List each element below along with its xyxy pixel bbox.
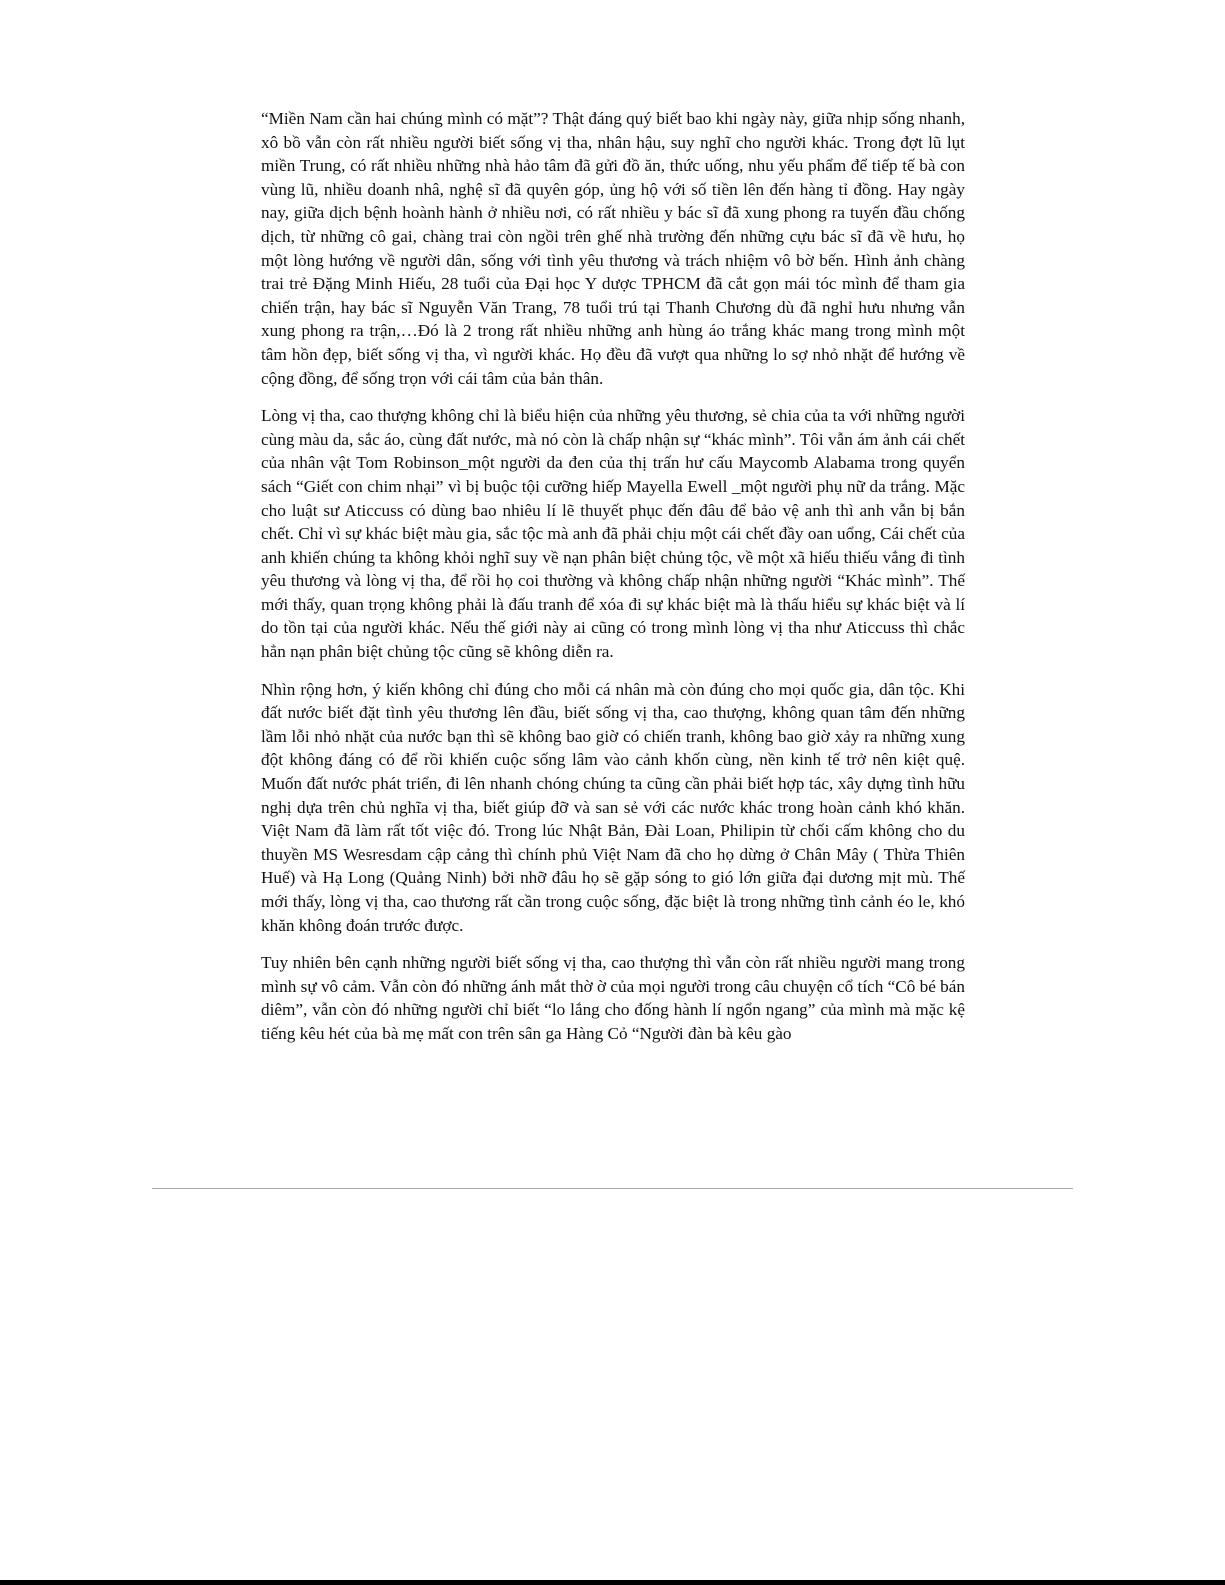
page-break-line [152,1188,1073,1189]
paragraph-4: Tuy nhiên bên cạnh những người biết sống vị tha, cao thượng thì vẫn còn rất nhiều người mang trong mình sự vô cảm. Vẫn còn đó những ánh mắt thờ ờ của mọi người trong câu chuyện cổ tích “Cô bé bán diêm”, vẫn còn đó những người chỉ biết “lo lắng cho đống hành lí ngổn ngang” của mình mà mặc kệ tiếng kêu hét của bà mẹ mất con trên sân ga Hàng Cỏ “Người đàn bà kêu gào [261,953,965,1043]
body-text [261,107,965,1060]
bottom-edge-bar [0,1580,1225,1585]
paragraph-3: Nhìn rộng hơn, ý kiến không chỉ đúng cho mỗi cá nhân mà còn đúng cho mọi quốc gia, dân tộc. Khi đất nước biết đặt tình yêu thương lên đầu, biết sống vị tha, cao thượng, không quan tâm đến những lầm lỗi nhỏ nhặt của nước bạn thì sẽ không bao giờ có chiến tranh, không bao giờ xảy ra những xung đột không đáng có để rồi khiến cuộc sống lâm vào cảnh khốn cùng, nền kinh tế trở nên kiệt quệ. Muốn đất nước phát triển, đi lên nhanh chóng chúng ta cũng cần phải biết hợp tác, xây dựng tình hữu nghị dựa trên chủ nghĩa vị tha, biết giúp đỡ và san sẻ với các nước khác trong hoàn cảnh khó khăn. Việt Nam đã làm rất tốt việc đó. Trong lúc Nhật Bản, Đài Loan, Philipin từ chối cấm không cho du thuyền MS Wesresdam cập cảng thì chính phủ Việt Nam đã cho họ dừng ở Chân Mây ( Thừa Thiên Huế) và Hạ Long (Quảng Ninh) bởi nhỡ đâu họ sẽ gặp sóng to gió lớn giữa đại dương mịt mù. Thế mới thấy, lòng vị tha, cao thương rất cần trong cuộc sống, đặc biệt là trong những tình cảnh éo le, khó khăn không đoán trước được. [261,679,965,935]
paragraph-2: Lòng vị tha, cao thượng không chỉ là biểu hiện của những yêu thương, sẻ chia của ta với những người cùng màu da, sắc áo, cùng đất nước, mà nó còn là chấp nhận sự “khác mình”. Tôi vẫn ám ảnh cái chết của nhân vật Tom Robinson_một người da đen của thị trấn hư cấu Maycomb Alabama trong quyển sách “Giết con chim nhại” vì bị buộc tội cưỡng hiếp Mayella Ewell _một người phụ nữ da trắng. Mặc cho luật sư Aticcuss có dùng bao nhiêu lí lẽ thuyết phục đến đâu để bảo vệ anh thì anh vẫn bị bắn chết. Chỉ vì sự khác biệt màu gia, sắc tộc mà anh đã phải chịu một cái chết đầy oan uổng, Cái chết của anh khiến chúng ta không khỏi nghĩ suy về nạn phân biệt chủng tộc, về một xã hiếu thiếu vắng đi tình yêu thương và lòng vị tha, để rồi họ coi thường và không chấp nhận những người “Khác mình”. Thế mới thấy, quan trọng không phải là đấu tranh để xóa đi sự khác biệt mà là thấu hiểu sự khác biệt và lí do tồn tại của người khác. Nếu thế giới này ai cũng có trong mình lòng vị tha như Aticcuss thì chắc hẳn nạn phân biệt chủng tộc cũng sẽ không diễn ra. [261,406,965,662]
paragraph-1: “Miền Nam cần hai chúng mình có mặt”? Thật đáng quý biết bao khi ngày này, giữa nhịp sống nhanh, xô bồ vẫn còn rất nhiều người biết sống vị tha, nhân hậu, suy nghĩ cho người khác. Trong đợt lũ lụt miền Trung, có rất nhiều những nhà hảo tâm đã gửi đồ ăn, thức uống, nhu yếu phẩm để tiếp tế bà con vùng lũ, nhiều doanh nhâ, nghệ sĩ đã quyên góp, ủng hộ với số tiền lên đến hàng tỉ đồng. Hay ngày nay, giữa dịch bệnh hoành hành ở nhiều nơi, có rất nhiều y bác sĩ đã xung phong ra tuyến đầu chống dịch, từ những cô gai, chàng trai còn ngồi trên ghế nhà trường đến những cựu bác sĩ đã về hưu, họ một lòng hướng về người dân, sống với tình yêu thương và trách nhiệm vô bờ bến. Hình ảnh chàng trai trẻ Đặng Minh Hiếu, 28 tuổi của Đại học Y dược TPHCM đã cắt gọn mái tóc mình để tham gia chiến trận, hay bác sĩ Nguyễn Văn Trang, 78 tuổi trú tại Thanh Chương dù đã nghỉ hưu nhưng vẫn xung phong ra trận,…Đó là 2 trong rất nhiều những anh hùng áo trắng khác mang trong mình một tâm hồn đẹp, biết sống vị tha, vì người khác. Họ đều đã vượt qua những lo sợ nhỏ nhặt để hướng về cộng đồng, để sống trọn với cái tâm của bản thân. [261,109,965,388]
